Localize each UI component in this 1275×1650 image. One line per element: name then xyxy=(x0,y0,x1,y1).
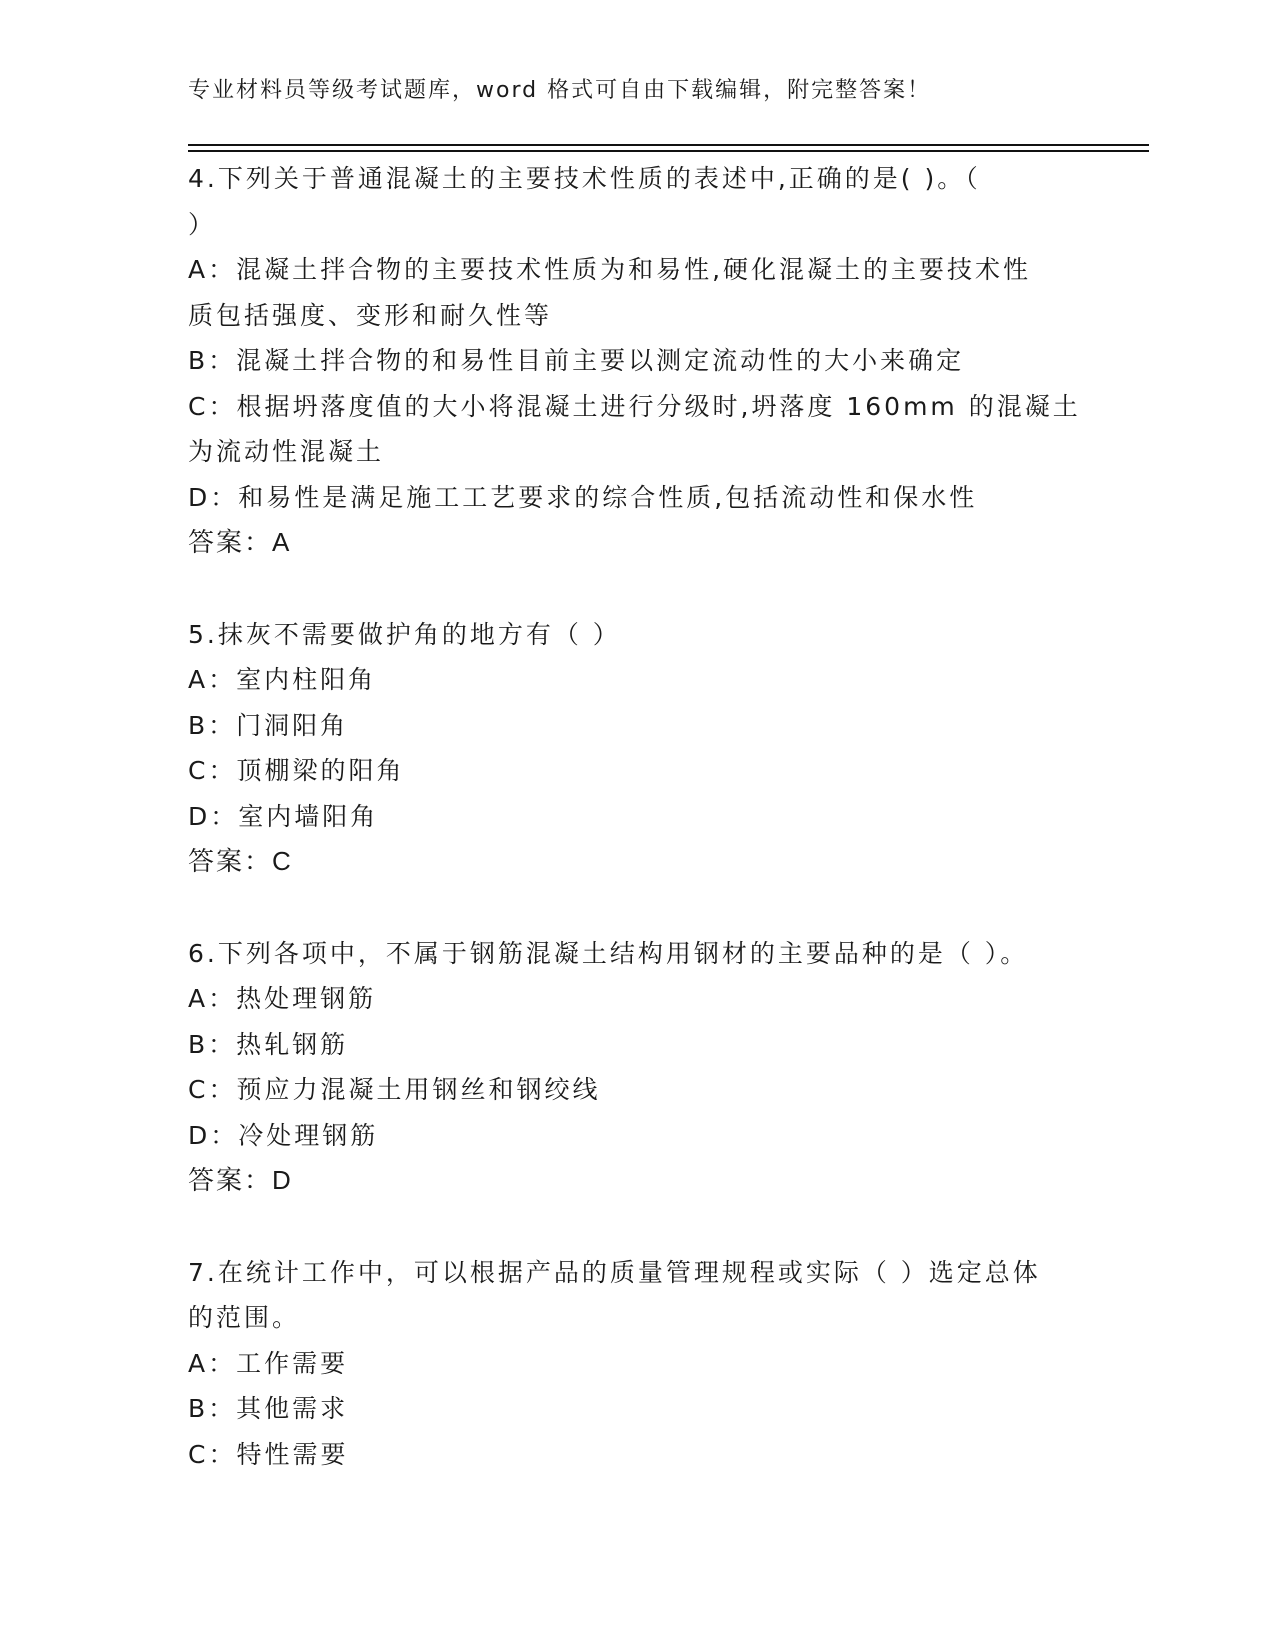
option-a-continuation: 质包括强度、变形和耐久性等 xyxy=(188,300,553,330)
option-c-line: C：根据坍落度值的大小将混凝土进行分级时,坍落度 160mm 的混凝土 xyxy=(188,391,1081,421)
answer-line: 答案：C xyxy=(188,846,293,876)
question-stem-line: 5.抹灰不需要做护角的地方有（ ） xyxy=(188,619,621,649)
question-stem-line: 的范围。 xyxy=(188,1303,301,1332)
option-d-line: D：和易性是满足施工工艺要求的综合性质,包括流动性和保水性 xyxy=(188,482,978,512)
option-b-line: B：混凝土拌合物的和易性目前主要以测定流动性的大小来确定 xyxy=(188,346,965,375)
question-5 xyxy=(188,612,1088,885)
option-d-line: D：冷处理钢筋 xyxy=(188,1120,379,1150)
option-a-line: A：热处理钢筋 xyxy=(188,984,377,1013)
question-stem-line: ） xyxy=(188,209,217,239)
option-c-line: C：顶棚梁的阳角 xyxy=(188,756,405,785)
option-b-line: B：其他需求 xyxy=(188,1394,349,1423)
answer-line: 答案：A xyxy=(188,527,292,557)
question-6 xyxy=(188,931,1088,1204)
option-c-line: C：特性需要 xyxy=(188,1439,349,1469)
question-list xyxy=(188,156,1088,1477)
option-b-line: B：门洞阳角 xyxy=(188,710,349,740)
answer-line: 答案：D xyxy=(188,1165,293,1195)
header-note: 专业材料员等级考试题库，word 格式可自由下载编辑，附完整答案！ xyxy=(188,78,932,103)
question-stem-line: 7.在统计工作中，可以根据产品的质量管理规程或实际（ ）选定总体 xyxy=(188,1257,1041,1287)
option-c-continuation: 为流动性混凝土 xyxy=(188,437,385,466)
header-rule-top xyxy=(188,144,1149,146)
question-stem-line: 6.下列各项中，不属于钢筋混凝土结构用钢材的主要品种的是（ ）。 xyxy=(188,938,1029,968)
option-a-line: A：混凝土拌合物的主要技术性质为和易性,硬化混凝土的主要技术性 xyxy=(188,255,1032,284)
option-a-line: A：室内柱阳角 xyxy=(188,665,377,694)
option-d-line: D：室内墙阳角 xyxy=(188,801,379,831)
option-c-line: C：预应力混凝土用钢丝和钢绞线 xyxy=(188,1075,601,1104)
option-b-line: B：热轧钢筋 xyxy=(188,1029,349,1059)
question-stem-line: 4.下列关于普通混凝土的主要技术性质的表述中,正确的是( )。（ xyxy=(188,164,981,193)
header-rule-bottom xyxy=(188,150,1149,152)
option-a-line: A：工作需要 xyxy=(188,1348,349,1378)
question-7 xyxy=(188,1250,1088,1478)
question-4 xyxy=(188,156,1088,566)
